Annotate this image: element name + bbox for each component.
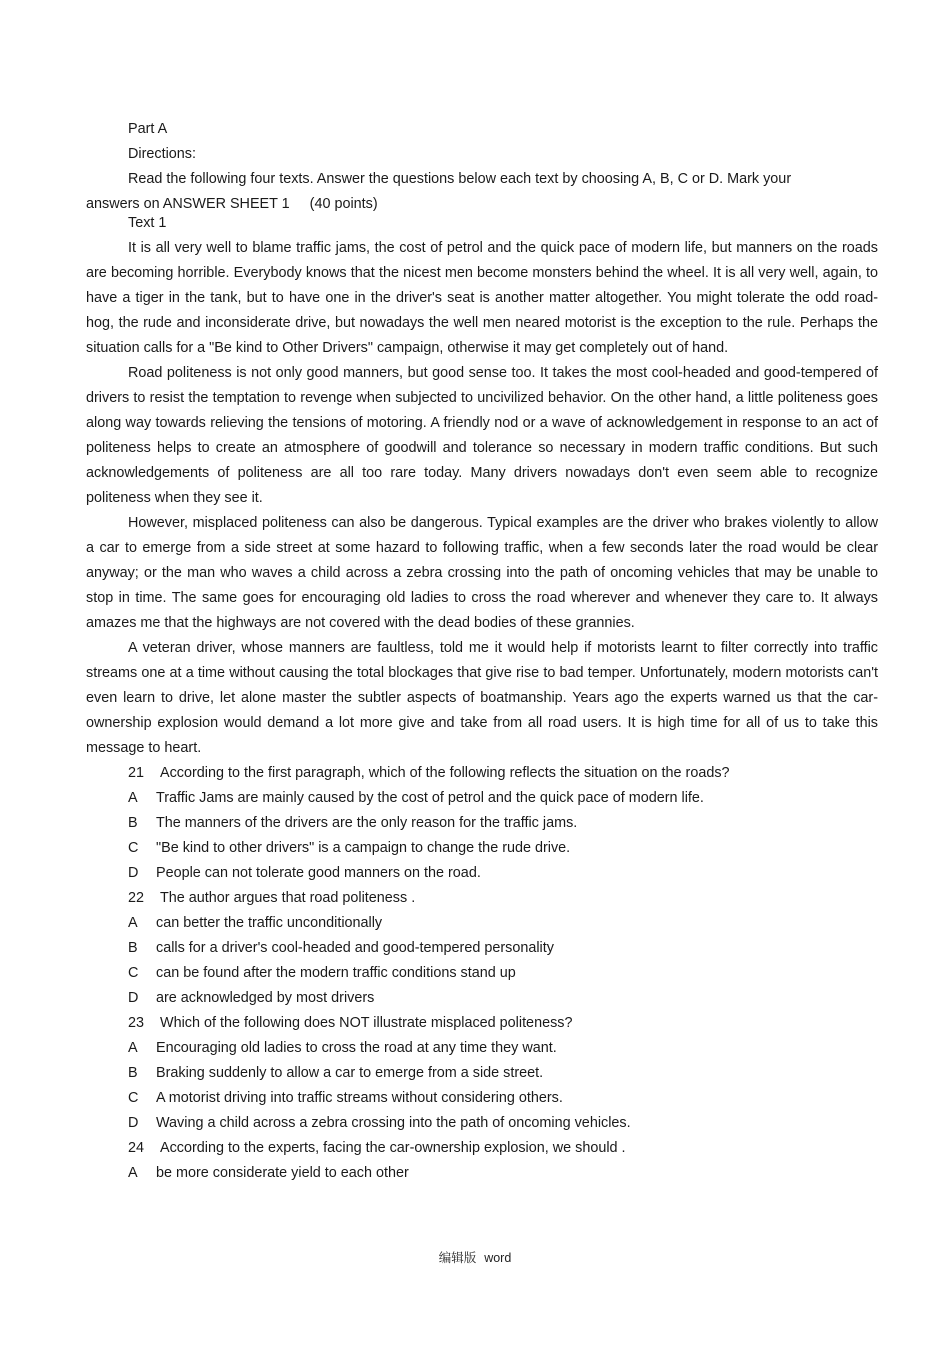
option-label: B	[128, 940, 138, 956]
option-label: C	[128, 1090, 139, 1106]
option-text: can be found after the modern traffic conditions stand up	[156, 965, 516, 981]
passage-paragraph-2: Road politeness is not only good manners, but good sense too. It takes the most cool-headed and good-tempered of drivers to resist the temptation to revenge when subjected to uncivilized behavior. On the other hand, a little politeness goes along way towards relieving the tensions of motoring. A friendly nod or a wave of acknowledgement in response to an act of politeness helps to create an atmosphere of goodwill and tolerance so necessary in modern traffic conditions. But such acknowledgements of politeness are all too rare today. Many drivers nowadays don't even seem able to recognize politeness when they see it.	[86, 365, 878, 506]
footer-right-text: word	[484, 1251, 512, 1265]
passage-paragraph-4: A veteran driver, whose manners are faultless, told me it would help if motorists learnt to filter correctly into traffic streams one at a time without causing the total blockages that give rise to bad temper. Unfortunately, modern motorists can't even learn to drive, let alone master the subtler aspects of boatmanship. Years ago the experts warned us that the car-ownership explosion would demand a lot more give and take from all road users. It is high time for all of us to take this message to heart.	[86, 640, 878, 756]
question-24	[86, 1136, 878, 1161]
option-label: C	[128, 965, 139, 981]
option-21-a[interactable]	[86, 786, 878, 811]
option-label: B	[128, 1065, 138, 1081]
option-text: People can not tolerate good manners on the road.	[156, 865, 481, 881]
option-23-a[interactable]	[86, 1036, 878, 1061]
option-label: A	[128, 1165, 138, 1181]
option-label: A	[128, 1040, 138, 1056]
passage-paragraph-3: However, misplaced politeness can also be dangerous. Typical examples are the driver who brakes violently to allow a car to emerge from a side street at some hazard to following traffic, when a few seconds later the road would be clear anyway; or the man who waves a child across a zebra crossing into the path of oncoming vehicles that may be unable to stop in time. The same goes for encouraging old ladies to cross the road wherever and whenever they care to. It always amazes me that the highways are not covered with the dead bodies of these grannies.	[86, 515, 878, 631]
option-text: be more considerate yield to each other	[156, 1165, 409, 1181]
option-22-d[interactable]	[86, 986, 878, 1011]
option-22-b[interactable]	[86, 936, 878, 961]
option-label: A	[128, 790, 138, 806]
option-23-c[interactable]	[86, 1086, 878, 1111]
option-label: A	[128, 915, 138, 931]
directions-label: Directions:	[128, 146, 196, 162]
part-heading: Part A	[128, 121, 168, 137]
option-text: can better the traffic unconditionally	[156, 915, 383, 931]
question-23	[86, 1011, 878, 1036]
option-21-d[interactable]	[86, 861, 878, 886]
option-23-d[interactable]	[86, 1111, 878, 1136]
page-footer	[0, 1248, 950, 1266]
question-number: 21	[128, 765, 145, 781]
option-text: Waving a child across a zebra crossing into the path of oncoming vehicles.	[156, 1115, 631, 1131]
option-text: are acknowledged by most drivers	[156, 990, 375, 1006]
text-label: Text 1	[128, 215, 167, 231]
option-text: Encouraging old ladies to cross the road at any time they want.	[156, 1040, 557, 1056]
option-22-a[interactable]	[86, 911, 878, 936]
option-text: Braking suddenly to allow a car to emerge from a side street.	[156, 1065, 544, 1081]
option-21-c[interactable]	[86, 836, 878, 861]
question-text: Which of the following does NOT illustrate misplaced politeness?	[160, 1015, 573, 1031]
question-number: 22	[128, 890, 145, 906]
document-body	[86, 117, 878, 1186]
question-22	[86, 886, 878, 911]
question-number: 24	[128, 1140, 145, 1156]
question-text: The author argues that road politeness .	[160, 890, 416, 906]
option-22-c[interactable]	[86, 961, 878, 986]
option-label: B	[128, 815, 138, 831]
directions-line-1: Read the following four texts. Answer the questions below each text by choosing A, B, C or D. Mark your	[128, 171, 792, 187]
option-text: "Be kind to other drivers" is a campaign to change the rude drive.	[156, 840, 571, 856]
question-text: According to the experts, facing the car-ownership explosion, we should .	[160, 1140, 626, 1156]
question-21	[86, 761, 878, 786]
question-number: 23	[128, 1015, 145, 1031]
option-text: calls for a driver's cool-headed and good-tempered personality	[156, 940, 554, 956]
option-text: The manners of the drivers are the only reason for the traffic jams.	[156, 815, 578, 831]
option-23-b[interactable]	[86, 1061, 878, 1086]
option-text: A motorist driving into traffic streams without considering others.	[156, 1090, 563, 1106]
option-21-b[interactable]	[86, 811, 878, 836]
directions-line-2: answers on ANSWER SHEET 1 (40 points)	[86, 196, 378, 212]
footer-left-text: 编辑版	[438, 1251, 477, 1265]
option-label: D	[128, 990, 139, 1006]
option-label: D	[128, 865, 139, 881]
option-label: D	[128, 1115, 139, 1131]
option-text: Traffic Jams are mainly caused by the cost of petrol and the quick pace of modern life.	[156, 790, 704, 806]
passage-paragraph-1: It is all very well to blame traffic jams, the cost of petrol and the quick pace of modern life, but manners on the roads are becoming horrible. Everybody knows that the nicest men become monsters behind the wheel. It is all very well, again, to have a tiger in the tank, but to have one in the driver's seat is another matter altogether. You might tolerate the odd road-hog, the rude and inconsiderate drive, but nowadays the well men neared motorist is the exception to the rule. Perhaps the situation calls for a "Be kind to Other Drivers" campaign, otherwise it may get completely out of hand.	[86, 240, 878, 356]
option-24-a[interactable]	[86, 1161, 878, 1186]
question-text: According to the first paragraph, which of the following reflects the situation on the roads?	[160, 765, 730, 781]
option-label: C	[128, 840, 139, 856]
